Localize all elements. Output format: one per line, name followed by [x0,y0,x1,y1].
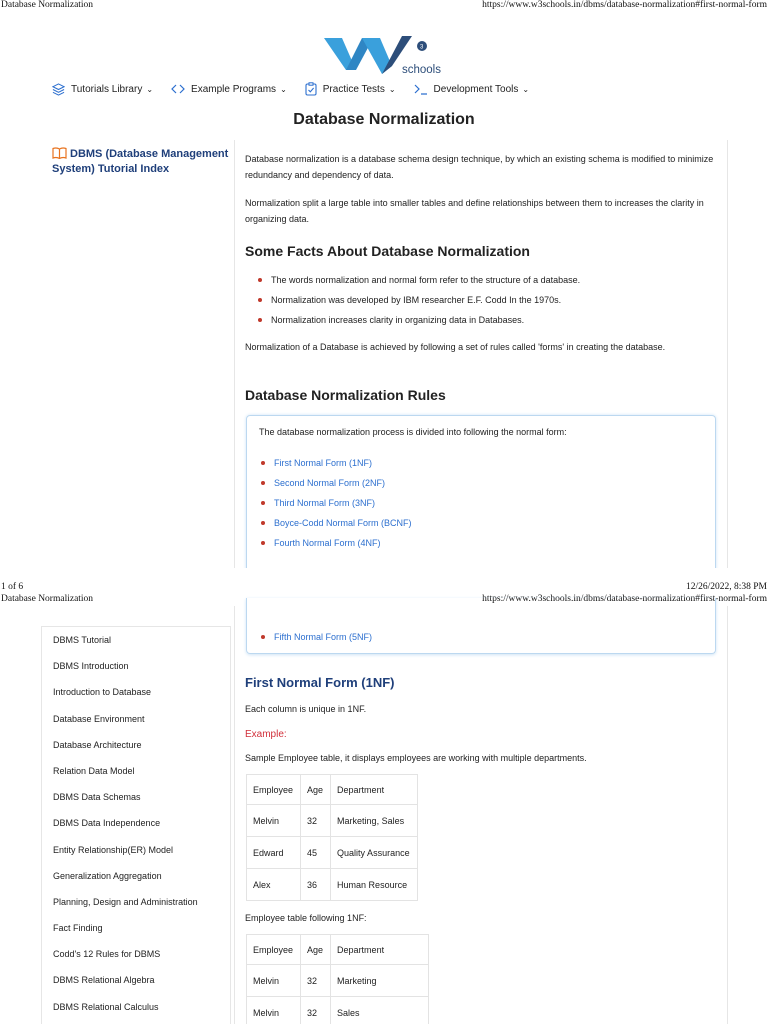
table-row [247,869,418,901]
facts-heading: Some Facts About Database Normalization [245,243,530,259]
table-row [247,805,418,837]
sidebar-menu [41,626,231,1024]
site-logo[interactable] [324,34,446,82]
sidebar-item-dbms-introduction[interactable]: DBMS Introduction [53,661,129,672]
table-cell: Human Resource [331,869,418,901]
nav-label: Example Programs [191,83,277,95]
sidebar-item-relational-calculus[interactable]: DBMS Relational Calculus [53,1001,159,1012]
table-cell: 32 [301,965,331,997]
employee-table [246,774,418,901]
first-nf-heading: First Normal Form (1NF) [245,675,395,690]
page-break [0,568,768,582]
rules-heading: Database Normalization Rules [245,387,446,403]
facts-after-paragraph: Normalization of a Database is achieved by following a set of rules called 'forms' in creating the database. [245,342,666,352]
table-cell: Quality Assurance [331,837,418,869]
print-header-title: Database Normalization [1,594,94,604]
table-cell: Marketing, Sales [331,805,418,837]
table-cell: 36 [301,869,331,901]
table-row [247,997,429,1024]
list-item: Normalization was developed by IBM researcher E.F. Codd In the 1970s. [257,290,580,310]
sidebar-item-database-architecture[interactable]: Database Architecture [53,739,142,750]
column-header: Age [301,775,331,805]
print-header-url: https://www.w3schools.in/dbms/database-normalization#first-normal-form [482,594,767,604]
sidebar-item-relational-algebra[interactable]: DBMS Relational Algebra [53,975,155,986]
sidebar-item-data-independence[interactable]: DBMS Data Independence [53,818,161,829]
table-cell: 32 [301,997,331,1024]
page-title: Database Normalization [293,111,475,128]
table-cell: Edward [247,837,301,869]
link-1nf[interactable]: First Normal Form (1NF) [260,453,412,473]
link-4nf[interactable]: Fourth Normal Form (4NF) [260,533,412,553]
nav-label: Practice Tests [322,83,385,95]
link-bcnf[interactable]: Boyce-Codd Normal Form (BCNF) [260,513,412,533]
rules-links-continued [260,627,372,647]
rules-intro: The database normalization process is divided into following the normal form: [259,427,567,437]
list-item: Normalization increases clarity in organizing data in Databases. [257,310,580,330]
nav-label: Tutorials Library [71,83,143,95]
following-1nf-text: Employee table following 1NF: [245,913,367,923]
table-cell: Alex [247,869,301,901]
example-label: Example: [245,729,287,740]
print-header-title: Database Normalization [1,0,94,10]
column-header: Department [331,935,429,965]
page-number: 1 of 6 [1,582,24,592]
sidebar-item-data-schemas[interactable]: DBMS Data Schemas [53,792,141,803]
print-header-url: https://www.w3schools.in/dbms/database-normalization#first-normal-form [482,0,767,10]
table-cell: Melvin [247,997,301,1024]
intro-paragraph-2: Normalization split a large table into smaller tables and define relationships between them to increases the clarity in organizing data. [245,198,704,224]
chevron-down-icon: ⌄ [280,84,287,94]
column-header: Employee [247,775,301,805]
column-header: Employee [247,935,301,965]
table-cell: 45 [301,837,331,869]
sidebar-item-codds-rules[interactable]: Codd's 12 Rules for DBMS [53,949,161,960]
table-cell: Sales [331,997,429,1024]
link-2nf[interactable]: Second Normal Form (2NF) [260,473,412,493]
sidebar-index-label: DBMS (Database Management System) Tutorial Index [52,148,229,175]
print-footer [0,582,768,594]
sidebar-tutorial-index[interactable] [52,147,232,177]
clipboard-check-icon [305,82,317,96]
logo-text: schools [402,64,441,76]
nav-example-programs[interactable] [171,82,287,96]
code-icon [171,83,185,95]
sidebar-item-generalization-aggregation[interactable]: Generalization Aggregation [53,870,162,881]
link-3nf[interactable]: Third Normal Form (3NF) [260,493,412,513]
svg-text:3: 3 [420,44,424,51]
sidebar-item-dbms-tutorial[interactable]: DBMS Tutorial [53,635,112,645]
sample-text: Sample Employee table, it displays employees are working with multiple departments. [245,753,587,763]
table-cell: Melvin [247,965,301,997]
table-header-row [247,775,418,805]
rules-links [260,453,412,553]
terminal-icon [414,83,428,95]
chevron-down-icon: ⌄ [146,84,154,94]
sidebar-item-introduction-to-database[interactable]: Introduction to Database [53,687,152,698]
chevron-down-icon: ⌄ [522,84,530,94]
link-5nf[interactable]: Fifth Normal Form (5NF) [260,627,372,647]
column-header: Age [301,935,331,965]
table-cell: Marketing [331,965,429,997]
top-nav [52,82,547,96]
table-header-row [247,935,429,965]
table-row [247,837,418,869]
facts-list [257,270,580,330]
layers-icon [52,83,65,96]
column-header: Department [331,775,418,805]
sidebar-item-er-model[interactable]: Entity Relationship(ER) Model [53,844,174,855]
intro-paragraph-1: Database normalization is a database schema design technique, by which an existing schema is modified to minimize redundancy and dependency of data. [245,154,714,180]
table-cell: 32 [301,805,331,837]
print-header [0,0,768,12]
nav-tutorials-library[interactable] [52,82,153,96]
sidebar-item-database-environment[interactable]: Database Environment [53,713,145,724]
sidebar-item-planning-design[interactable]: Planning, Design and Administration [53,896,198,907]
table-row [247,965,429,997]
sidebar-item-relation-data-model[interactable]: Relation Data Model [53,765,135,776]
sidebar-item-fact-finding[interactable]: Fact Finding [53,923,103,934]
nav-practice-tests[interactable] [305,82,396,96]
chevron-down-icon: ⌄ [388,84,396,94]
print-datetime: 12/26/2022, 8:38 PM [685,582,767,592]
table-cell: Melvin [247,805,301,837]
nav-development-tools[interactable] [414,82,530,96]
book-open-icon [52,147,67,159]
list-item: The words normalization and normal form refer to the structure of a database. [257,270,580,290]
employee-table-1nf [246,934,429,1024]
nav-label: Development Tools [433,83,519,95]
first-nf-text: Each column is unique in 1NF. [245,704,367,714]
